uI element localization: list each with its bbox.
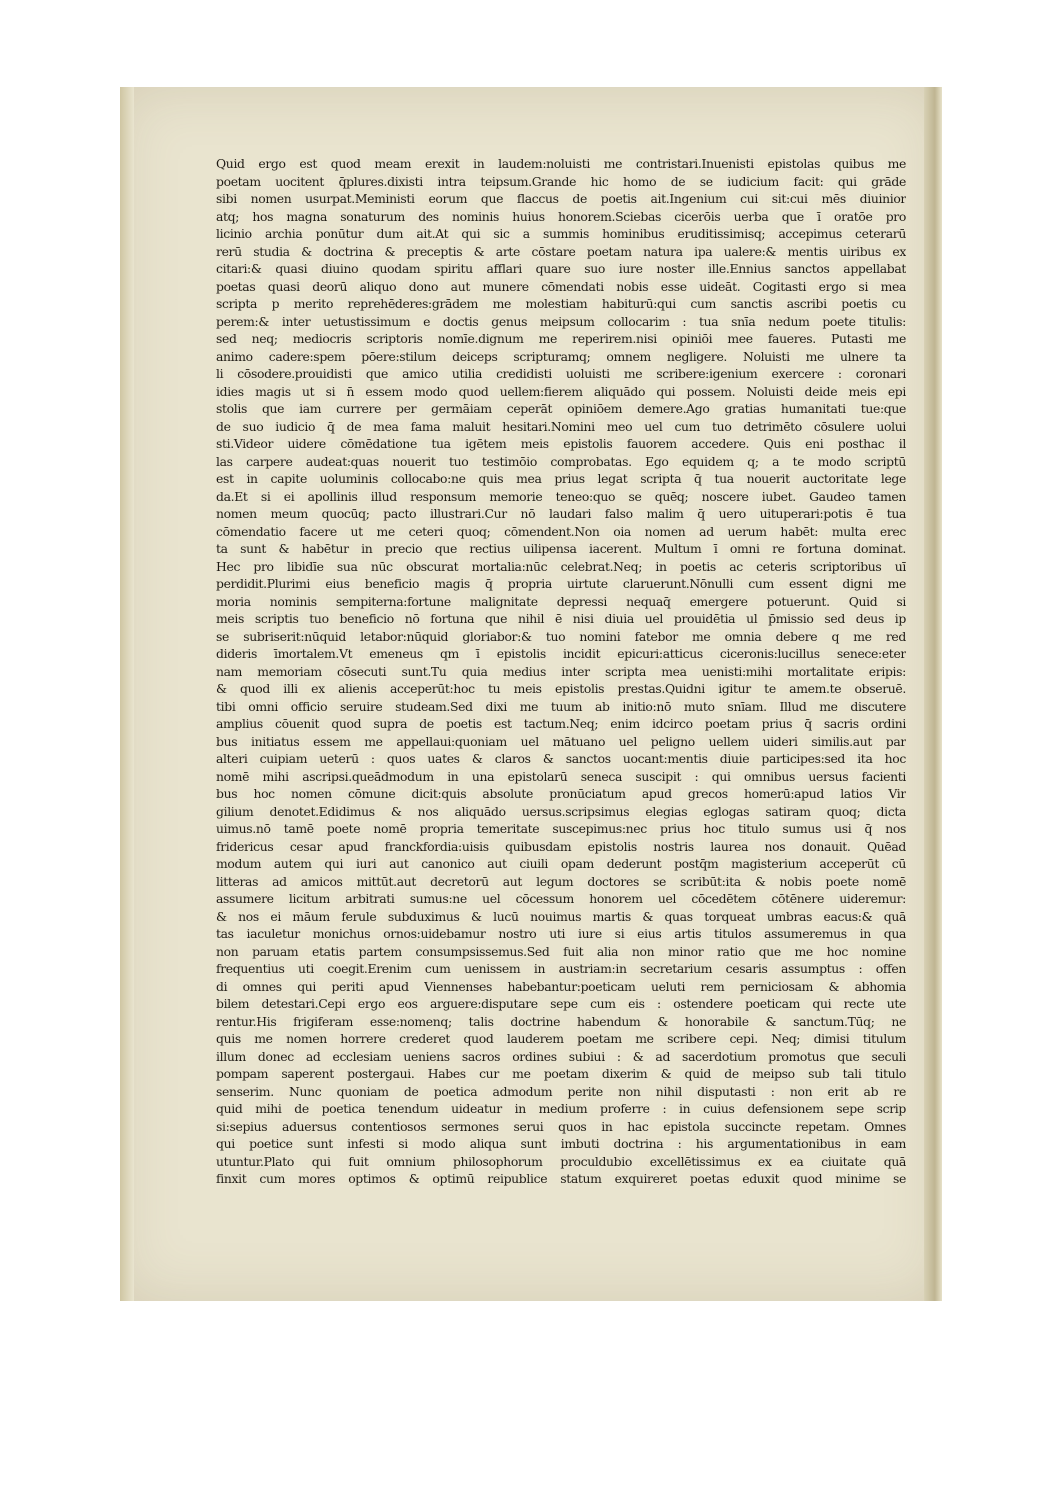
text-line: bus initiatus essem me appellaui:quoniam uel mātuano uel peligno uellem uideri similis.aut par	[216, 733, 906, 749]
text-line: nomen meum quocūq; pacto illustrari.Cur nō laudari falso malim q̄ uero uituperari:potis ē tua	[216, 506, 906, 521]
text-line: pompam saperent postergaui. Habes cur me poetam dixerim & quid de meipso sub tali titulo	[216, 1066, 906, 1081]
text-line: quis me nomen horrere crederet quod lauderem poetam me scribere cepi. Neq; dimisi titulum	[216, 1031, 906, 1046]
scanned-page	[120, 87, 942, 1301]
text-line: nam memoriam cōsecuti sunt.Tu quia medius inter scripta mea uenisti:mihi mortalitate eripis:	[216, 663, 906, 679]
text-line: est in capite uoluminis collocabo:ne quis mea prius legat scripta q̄ tua nouerit auctoritate lege	[216, 471, 906, 486]
text-line: litteras ad amicos mittūt.aut decretorū aut legum doctores se scribūt:ita & nobis poete nomē	[216, 873, 906, 889]
text-line: sibi nomen usurpat.Meministi eorum que flaccus de poetis ait.Ingenium cui sit:cui mēs diuinior	[216, 191, 906, 206]
text-line: nomē mihi ascripsi.queādmodum in una epistolarū seneca suscipit : qui omnibus uersus facienti	[216, 768, 906, 784]
text-line: citari:& quasi diuino quodam spiritu afflari quare suo iure noster ille.Ennius sanctos appellabat	[216, 261, 906, 276]
text-line: scripta p merito reprehēderes:grādem me molestiam habiturū:qui cum sanctis ascribi poetis cu	[216, 296, 906, 311]
text-line: illum donec ad ecclesiam ueniens sacros ordines subiui : & ad sacerdotium promotus que seculi	[216, 1048, 906, 1064]
text-line: gilium denotet.Edidimus & nos aliquādo uersus.scripsimus elegias eglogas satiram quoq; dicta	[216, 803, 906, 819]
text-line: fridericus cesar apud franckfordia:uisis quibusdam epistolis nostris laurea nos donauit. Quēad	[216, 838, 906, 854]
text-line: idies magis ut si n̄ essem modo quod uellem:fierem aliquādo qui possem. Noluisti deide meis epi	[216, 383, 906, 399]
text-line: se subriserit:nūquid letabor:nūquid gloriabor:& tuo nomini fatebor me omnia debere q me red	[216, 628, 906, 644]
text-line: modum autem qui iuri aut canonico aut ciuili opam dederunt postq̄m magisterium acceperūt cū	[216, 856, 906, 871]
text-line: & nos ei māum ferule subduximus & lucū nouimus martis & quas torqueat umbras eacus:& quā	[216, 908, 906, 924]
text-line: cōmendatio facere ut me ceteri quoq; cōmendent.Non oia nomen ad uerum habēt: multa erec	[216, 523, 906, 539]
text-line: quid mihi de poetica tenendum uideatur in medium proferre : in cuius defensionem sepe scrip	[216, 1101, 906, 1116]
text-line: stolis que iam currere per germāiam ceperāt opiniōem demere.Ago gratias humanitati tue:que	[216, 401, 906, 416]
text-line: dideris īmortalem.Vt emeneus qm ī epistolis incidit epicuri:atticus ciceronis:lucillus senece:eter	[216, 646, 906, 661]
text-line: sti.Videor uidere cōmēdatione tua igētem meis epistolis fauorem accedere. Quis eni posthac il	[216, 436, 906, 451]
book-gutter	[120, 87, 134, 1301]
text-line: tas iaculetur monichus ornos:uidebamur nostro uti iure si eius artis titulos assumeremus in qua	[216, 926, 906, 941]
text-line: amplius cōuenit quod supra de poetis est tactum.Neq; enim idcirco poetam prius q̄ sacris ordini	[216, 716, 906, 731]
text-line: utuntur.Plato qui fuit omnium philosophorum proculdubio excellētissimus ex ea ciuitate quā	[216, 1153, 906, 1169]
text-line: non paruam etatis partem consumpsissemus.Sed fuit alia non minor ratio que me hoc nomine	[216, 943, 906, 959]
text-line: rentur.His frigiferam esse:nomenq; talis doctrine habendum & honorabile & sanctum.Tūq; ne	[216, 1013, 906, 1029]
text-line: assumere licitum arbitrati sumus:ne uel cōcessum honorem uel cōcedētem cōtēnere uideremur:	[216, 891, 906, 906]
text-line: poetas quasi deorū aliquo dono aut munere cōmendati nobis esse uideāt. Cogitasti ergo si mea	[216, 278, 906, 294]
text-line: perdidit.Plurimi eius beneficio magis q̄ propria uirtute claruerunt.Nōnulli cum essent digni me	[216, 576, 906, 591]
text-line: di omnes qui periti apud Viennenses habebantur:poeticam ueluti rem perniciosam & abhomia	[216, 978, 906, 994]
text-line: perem:& inter uetustissimum e doctis genus meipsum collocarim : tua snīa nedum poete titulis:	[216, 313, 906, 329]
text-line: si:sepius aduersus contentiosos sermones serui quos in hac epistola succincte repetam. Omnes	[216, 1118, 906, 1134]
text-line: sed neq; mediocris scriptoris nomīe.dignum me reperirem.nisi opiniōi mee faueres. Putasti me	[216, 331, 906, 346]
text-line: licinio archia ponūtur dum ait.At qui sic a summis hominibus eruditissimisq; accepimus ceterarū	[216, 226, 906, 241]
text-line: bilem detestari.Cepi ergo eos arguere:disputare sepe cum eis : ostendere poeticam qui recte ute	[216, 996, 906, 1011]
text-line: de suo iudicio q̄ de mea fama maluit hesitari.Nomini meo uel cum tuo detrimēto cōsulere uolui	[216, 418, 906, 434]
text-line: alteri cuipiam ueterū : quos uates & claros & sanctos uocant:mentis diuie participes:sed ita hoc	[216, 751, 906, 766]
text-line: uimus.nō tamē poete nomē propria temeritate suscepimus:nec prius hoc titulo sumus usi q̄ nos	[216, 821, 906, 836]
text-line: ta sunt & habētur in precio que rectius uilipensa iacerent. Multum ī omni re fortuna dominat.	[216, 541, 906, 556]
text-line: rerū studia & doctrina & preceptis & arte cōstare poetam natura ipa ualere:& mentis uiribus ex	[216, 243, 906, 259]
text-line: qui poetice sunt infesti si modo aliqua sunt imbuti doctrina : his argumentationibus in eam	[216, 1136, 906, 1151]
text-line: Hec pro libidīe sua nūc obscurat mortalia:nūc celebrat.Neq; in poetis ac ceteris scriptoribus uī	[216, 558, 906, 574]
text-line: poetam uocitent q̄plures.dixisti intra teipsum.Grande hic homo de se iudicium facit: qui grāde	[216, 173, 906, 189]
text-line: bus hoc nomen cōmune dicit:quis absolute pronūciatum apud grecos homerū:apud latios Vir	[216, 786, 906, 801]
text-line: Quid ergo est quod meam erexit in laudem:noluisti me contristari.Inuenisti epistolas quibus me	[216, 156, 906, 171]
text-line: & quod illi ex alienis acceperūt:hoc tu meis epistolis prestas.Quidni igitur te amem.te obseruē.	[216, 681, 906, 696]
text-line: da.Et si ei apollinis illud responsum memorie teneo:quo se quēq; noscere iubet. Gaudeo tamen	[216, 488, 906, 504]
text-line: las carpere audeat:quas nouerit tuo testimōio comprobatas. Ego equidem q; a te modo scriptū	[216, 453, 906, 469]
text-line: atq; hos magna sonaturum des nominis huius honorem.Sciebas cicerōis uerba que ī oratōe pro	[216, 208, 906, 224]
text-line: li cōsodere.prouidisti que amico utilia credidisti uoluisti me scribere:igenium exercere : coronari	[216, 366, 906, 381]
text-line: finxit cum mores optimos & optimū reipublice statum exquireret poetas eduxit quod minime se	[216, 1171, 906, 1186]
text-line: meis scriptis tuo beneficio nō fortuna que nihil ē nisi diuia uel prouidētia ul p̄missio sed deus ip	[216, 611, 906, 626]
text-line: animo cadere:spem pōere:stilum deiceps scripturamq; omnem negligere. Noluisti me ulnere ta	[216, 348, 906, 364]
incunable-text-block	[216, 155, 906, 1188]
text-line: senserim. Nunc quoniam de poetica admodum perite non nihil disputasti : non erit ab re	[216, 1083, 906, 1099]
text-line: tibi omni officio seruire studeam.Sed dixi me tuum ab initio:nō muto snīam. Illud me discutere	[216, 698, 906, 714]
text-line: moria nominis sempiterna:fortune malignitate depressi nequaq̄ emergere potuerunt. Quid si	[216, 593, 906, 609]
text-line: frequentius uti coegit.Erenim cum uenissem in austriam:in secretarium cesaris assumptus : offen	[216, 961, 906, 976]
page-edge	[924, 87, 942, 1301]
